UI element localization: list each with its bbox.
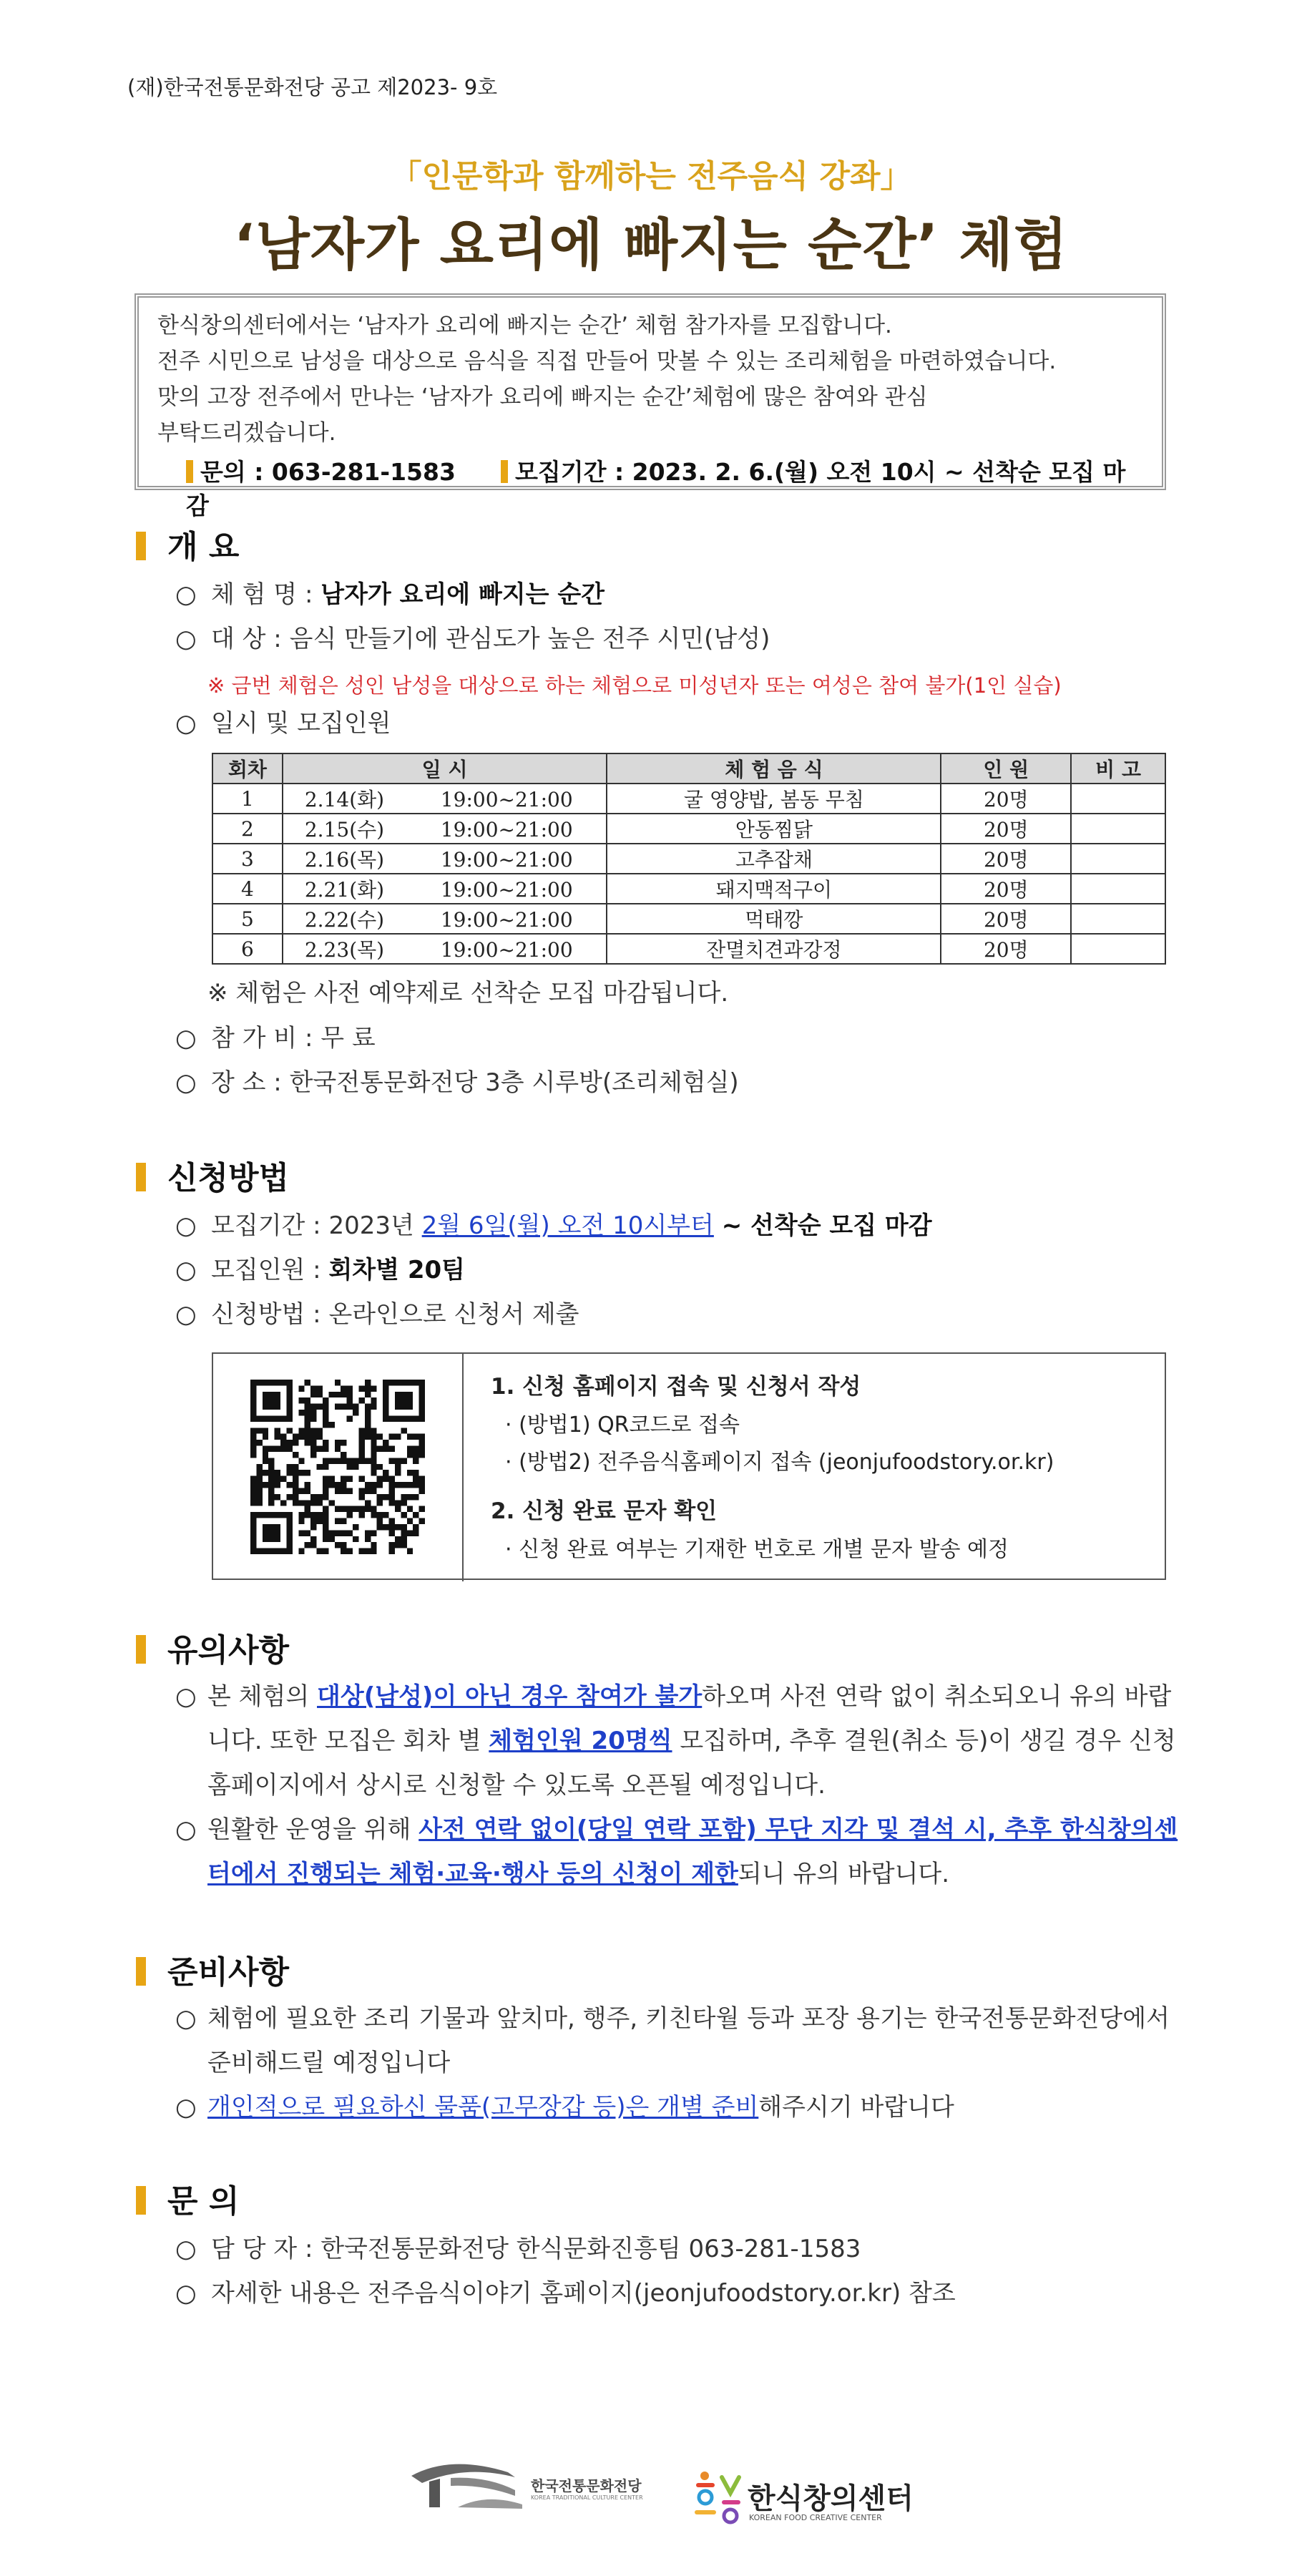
cell-date: 2.15(수) (304, 818, 385, 841)
section-bar-icon (136, 532, 146, 560)
bullet-bar-icon (186, 460, 193, 483)
cell-food: 먹태깡 (607, 904, 941, 934)
intro-line: 맛의 고장 전주에서 만나는 ‘남자가 요리에 빠지는 순간’체험에 많은 참여와 관심 (157, 384, 928, 410)
qr-code-icon[interactable] (250, 1380, 425, 1554)
inquiry-contact: ○ 담 당 자 : 한국전통문화전당 한식문화진흥팀 063-281-1583 (175, 2235, 861, 2263)
cell-datetime (283, 874, 607, 904)
cell-food: 굴 영양밥, 봄동 무침 (607, 784, 941, 814)
logo1-name: 한국전통문화전당 (531, 2477, 642, 2494)
step2-title: 2. 신청 완료 문자 확인 (491, 1498, 718, 1524)
step1-method-qr: · (방법1) QR코드로 접속 (505, 1413, 740, 1438)
header-round: 회차 (212, 753, 283, 784)
cell-note (1071, 934, 1165, 964)
cell-datetime (283, 934, 607, 964)
cell-note (1071, 844, 1165, 874)
cell-time: 19:00~21:00 (440, 878, 573, 902)
cell-food: 고추잡채 (607, 844, 941, 874)
cell-round: 4 (212, 874, 283, 904)
cell-datetime (283, 784, 607, 814)
cell-people: 20명 (941, 934, 1071, 964)
schedule-table (212, 753, 1166, 965)
notice-number: (재)한국전통문화전당 공고 제2023- 9호 (127, 75, 498, 99)
cell-round: 1 (212, 784, 283, 814)
table-row (212, 874, 1165, 904)
cell-people: 20명 (941, 844, 1071, 874)
cell-people: 20명 (941, 874, 1071, 904)
intro-line: 전주 시민으로 남성을 대상으로 음식을 직접 만들어 맛볼 수 있는 조리체험을 마련하였습니다. (157, 348, 1057, 374)
table-row (212, 904, 1165, 934)
page-title: ‘남자가 요리에 빠지는 순간’ 체험 (233, 213, 1069, 278)
intro-box (134, 293, 1166, 519)
cell-round: 5 (212, 904, 283, 934)
logo2-sub: KOREAN FOOD CREATIVE CENTER (749, 2513, 882, 2522)
logo2-name: 한식창의센터 (748, 2482, 914, 2515)
cell-time: 19:00~21:00 (440, 938, 573, 962)
apply-method: ○ 신청방법 : 온라인으로 신청서 제출 (175, 1300, 579, 1329)
section-bar-icon (136, 1957, 146, 1986)
cell-date: 2.16(목) (304, 848, 385, 872)
cell-food: 돼지맥적구이 (607, 874, 941, 904)
cell-time: 19:00~21:00 (440, 848, 573, 872)
cell-note (1071, 784, 1165, 814)
step1-title: 1. 신청 홈페이지 접속 및 신청서 작성 (491, 1374, 861, 1400)
cell-datetime (283, 844, 607, 874)
cell-food: 잔멸치견과강정 (607, 934, 941, 964)
intro-line: 부탁드리겠습니다. (157, 420, 336, 446)
logo1-sub: KOREA TRADITIONAL CULTURE CENTER (531, 2494, 643, 2501)
header-food: 체 험 음 식 (607, 753, 941, 784)
prepare-paragraph-1: 체험에 필요한 조리 기물과 앞치마, 행주, 키친타월 등과 포장 용기는 한국전통문화전당에서 준비해드릴 예정입니다 (207, 2004, 1170, 2077)
subtitle: 「인문학과 함께하는 전주음식 강좌」 (390, 158, 912, 195)
step1-method-homepage[interactable]: · (방법2) 전주음식홈페이지 접속 (jeonjufoodstory.or.kr) (505, 1450, 1054, 1475)
age-warning: ※ 금번 체험은 성인 남성을 대상으로 하는 체험으로 미성년자 또는 여성은 참여 불가(1인 실습) (207, 673, 1062, 698)
table-header-row (212, 753, 1165, 784)
cell-food: 안동찜닭 (607, 814, 941, 844)
header-datetime: 일 시 (283, 753, 607, 784)
table-row (212, 934, 1165, 964)
bullet-bar-icon (501, 460, 508, 483)
step2-desc: · 신청 완료 여부는 기재한 번호로 개별 문자 발송 예정 (505, 1537, 1009, 1562)
caution-paragraph-2: 원활한 운영을 위해 사전 연락 없이(당일 연락 포함) 무단 지각 및 결석 시, 추후 한식창의센터에서 진행되는 체험·교육·행사 등의 신청이 제한되니 유의 바랍니다. (207, 1815, 1178, 1888)
recruit-period: 모집기간 : 2023. 2. 6.(월) 오전 10시 ~ 선착순 모집 마감 (186, 458, 1126, 519)
caution-bullet: ○ (175, 1682, 197, 1711)
cell-people: 20명 (941, 904, 1071, 934)
cell-datetime (283, 904, 607, 934)
header-note: 비 고 (1071, 753, 1165, 784)
overview-target: ○ 대 상 : 음식 만들기에 관심도가 높은 전주 시민(남성) (175, 625, 770, 653)
reservation-note: ※ 체험은 사전 예약제로 선착순 모집 마감됩니다. (207, 979, 729, 1008)
section-apply-heading: 신청방법 (136, 1152, 289, 1198)
cell-round: 2 (212, 814, 283, 844)
section-bar-icon (136, 2186, 146, 2215)
header-people: 인 원 (941, 753, 1071, 784)
food-center-logo-icon (690, 2469, 748, 2526)
culture-center-logo-icon (408, 2454, 529, 2512)
prepare-bullet: ○ (175, 2093, 197, 2122)
cell-time: 19:00~21:00 (440, 818, 573, 841)
cell-people: 20명 (941, 784, 1071, 814)
contact-phone: 문의 : 063-281-1583 (200, 458, 456, 486)
intro-line: 한식창의센터에서는 ‘남자가 요리에 빠지는 순간’ 체험 참가자를 모집합니다. (157, 313, 892, 338)
cell-note (1071, 874, 1165, 904)
apply-period: ○ 모집기간 : 2023년 2월 6일(월) 오전 10시부터 ~ 선착순 모집 마감 (175, 1211, 932, 1240)
table-row (212, 784, 1165, 814)
overview-place: ○ 장 소 : 한국전통문화전당 3층 시루방(조리체험실) (175, 1068, 739, 1097)
cell-datetime (283, 814, 607, 844)
inquiry-homepage: ○ 자세한 내용은 전주음식이야기 홈페이지(jeonjufoodstory.or.kr) 참조 (175, 2279, 956, 2308)
apply-count: ○ 모집인원 : 회차별 20팀 (175, 1256, 465, 1284)
cell-date: 2.14(화) (304, 788, 385, 811)
section-prepare-heading: 준비사항 (136, 1946, 289, 1992)
cell-time: 19:00~21:00 (440, 908, 573, 932)
section-bar-icon (136, 1635, 146, 1664)
overview-schedule-label: ○ 일시 및 모집인원 (175, 709, 391, 738)
cell-date: 2.21(화) (304, 878, 385, 902)
qr-cell (213, 1354, 464, 1581)
overview-fee: ○ 참 가 비 : 무 료 (175, 1024, 376, 1053)
section-inquiry-heading: 문 의 (136, 2175, 239, 2221)
prepare-bullet: ○ (175, 2004, 197, 2033)
prepare-paragraph-2: 개인적으로 필요하신 물품(고무장갑 등)은 개별 준비해주시기 바랍니다 (207, 2093, 954, 2122)
caution-paragraph-1: 본 체험의 대상(남성)이 아닌 경우 참여가 불가하오며 사전 연락 없이 취소되오니 유의 바랍니다. 또한 모집은 회차 별 체험인원 20명씩 모집하며, 추후 결원(취소 등)이 생길 경우 신청 홈페이지에서 상시로 신청할 수 있도록 오픈될 예정입니다. (207, 1682, 1176, 1800)
cell-round: 6 (212, 934, 283, 964)
cell-time: 19:00~21:00 (440, 788, 573, 811)
intro-contact-line (157, 454, 1143, 521)
section-overview-heading: 개 요 (136, 521, 239, 567)
table-row (212, 814, 1165, 844)
section-caution-heading: 유의사항 (136, 1624, 289, 1670)
cell-round: 3 (212, 844, 283, 874)
cell-date: 2.23(목) (304, 938, 385, 962)
table-row (212, 844, 1165, 874)
section-bar-icon (136, 1163, 146, 1191)
caution-bullet: ○ (175, 1815, 197, 1844)
cell-date: 2.22(수) (304, 908, 385, 932)
application-box (212, 1352, 1166, 1580)
cell-note (1071, 814, 1165, 844)
cell-note (1071, 904, 1165, 934)
overview-name: ○ 체 험 명 : 남자가 요리에 빠지는 순간 (175, 580, 605, 609)
cell-people: 20명 (941, 814, 1071, 844)
